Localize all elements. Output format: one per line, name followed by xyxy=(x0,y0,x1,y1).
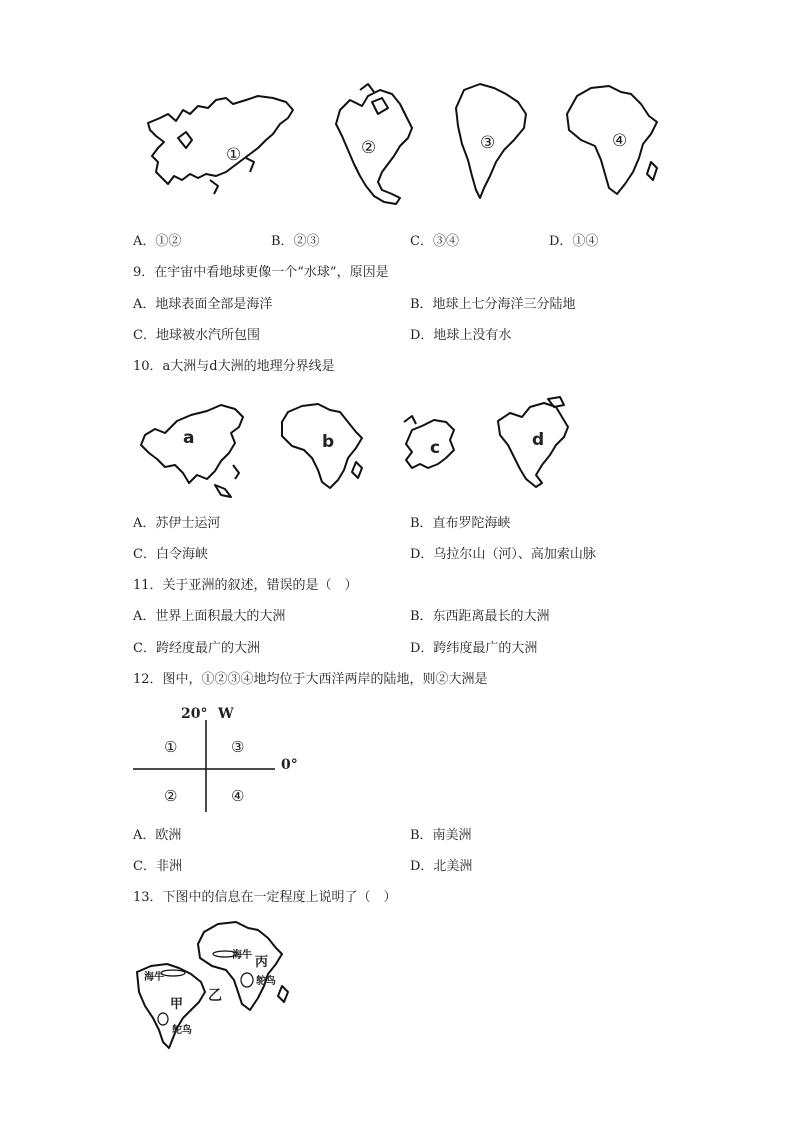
q9-option-d[interactable]: D．地球上没有水 xyxy=(410,328,512,343)
q12-meridian-label: 20° xyxy=(181,706,208,722)
map-label-a: a xyxy=(183,428,195,448)
q9-option-a[interactable]: A．地球表面全部是海洋 xyxy=(133,297,273,312)
map-label-1: ① xyxy=(226,145,242,165)
q9-option-c[interactable]: C．地球被水汽所包围 xyxy=(133,328,260,343)
q10-option-c[interactable]: C．白令海峡 xyxy=(133,547,208,562)
q8-option-b[interactable]: B．②③ xyxy=(271,234,320,249)
q8-option-a[interactable]: A．①② xyxy=(133,234,182,249)
q12-option-a[interactable]: A．欧洲 xyxy=(133,828,182,843)
jia-label: 甲 xyxy=(170,997,184,1012)
q8-option-c[interactable]: C．③④ xyxy=(410,234,459,249)
q9-stem: 9．在宇宙中看地球更像一个“水球”，原因是 xyxy=(133,265,389,280)
map-label-d: d xyxy=(532,430,545,450)
q8-option-d[interactable]: D．①④ xyxy=(549,234,599,249)
q11-option-c[interactable]: C．跨经度最广的大洲 xyxy=(133,641,260,656)
africa-animal-map xyxy=(192,918,292,1018)
manatee-label-left: 海牛 xyxy=(144,972,164,983)
map-label-c: c xyxy=(430,438,441,458)
q11-stem: 11．关于亚洲的叙述，错误的是（ ） xyxy=(133,578,358,593)
map-label-4: ④ xyxy=(612,131,628,151)
q12-stem: 12．图中，①②③④地均位于大西洋两岸的陆地，则②大洲是 xyxy=(133,672,488,687)
q12-quadrant-1: ① xyxy=(164,738,178,756)
bing-label: 丙 xyxy=(255,955,269,970)
q12-quadrant-3: ③ xyxy=(231,738,245,756)
q10-option-d[interactable]: D．乌拉尔山（河）、高加索山脉 xyxy=(410,547,596,562)
q11-option-a[interactable]: A．世界上面积最大的大洲 xyxy=(133,609,286,624)
q12-quadrant-4: ④ xyxy=(231,787,245,805)
eurasia-outline-map xyxy=(138,88,298,198)
map-label-2: ② xyxy=(361,138,377,158)
map-label-3: ③ xyxy=(480,133,496,153)
q12-option-d[interactable]: D．北美洲 xyxy=(410,859,473,874)
yi-label: 乙 xyxy=(208,988,222,1004)
q12-option-b[interactable]: B．南美洲 xyxy=(410,828,472,843)
q12-equator-label: 0° xyxy=(281,757,298,773)
ostrich-label-right: 鸵鸟 xyxy=(256,976,276,987)
q12-option-c[interactable]: C．非洲 xyxy=(133,859,182,874)
q11-option-b[interactable]: B．东西距离最长的大洲 xyxy=(410,609,550,624)
q10-option-a[interactable]: A．苏伊士运河 xyxy=(133,516,221,531)
q9-option-b[interactable]: B．地球上七分海洋三分陆地 xyxy=(410,297,576,312)
q13-stem: 13．下图中的信息在一定程度上说明了（ ） xyxy=(133,890,397,905)
q12-direction-label: W xyxy=(218,706,234,722)
ostrich-label-left: 鸵鸟 xyxy=(172,1025,192,1036)
q10-stem: 10．a大洲与d大洲的地理分界线是 xyxy=(133,359,335,374)
map-label-b: b xyxy=(322,432,335,452)
q12-coordinate-diagram xyxy=(133,720,283,820)
q11-option-d[interactable]: D．跨纬度最广的大洲 xyxy=(410,641,538,656)
q12-quadrant-2: ② xyxy=(164,787,178,805)
manatee-label-right: 海牛 xyxy=(232,950,252,961)
q10-option-b[interactable]: B．直布罗陀海峡 xyxy=(410,516,511,531)
